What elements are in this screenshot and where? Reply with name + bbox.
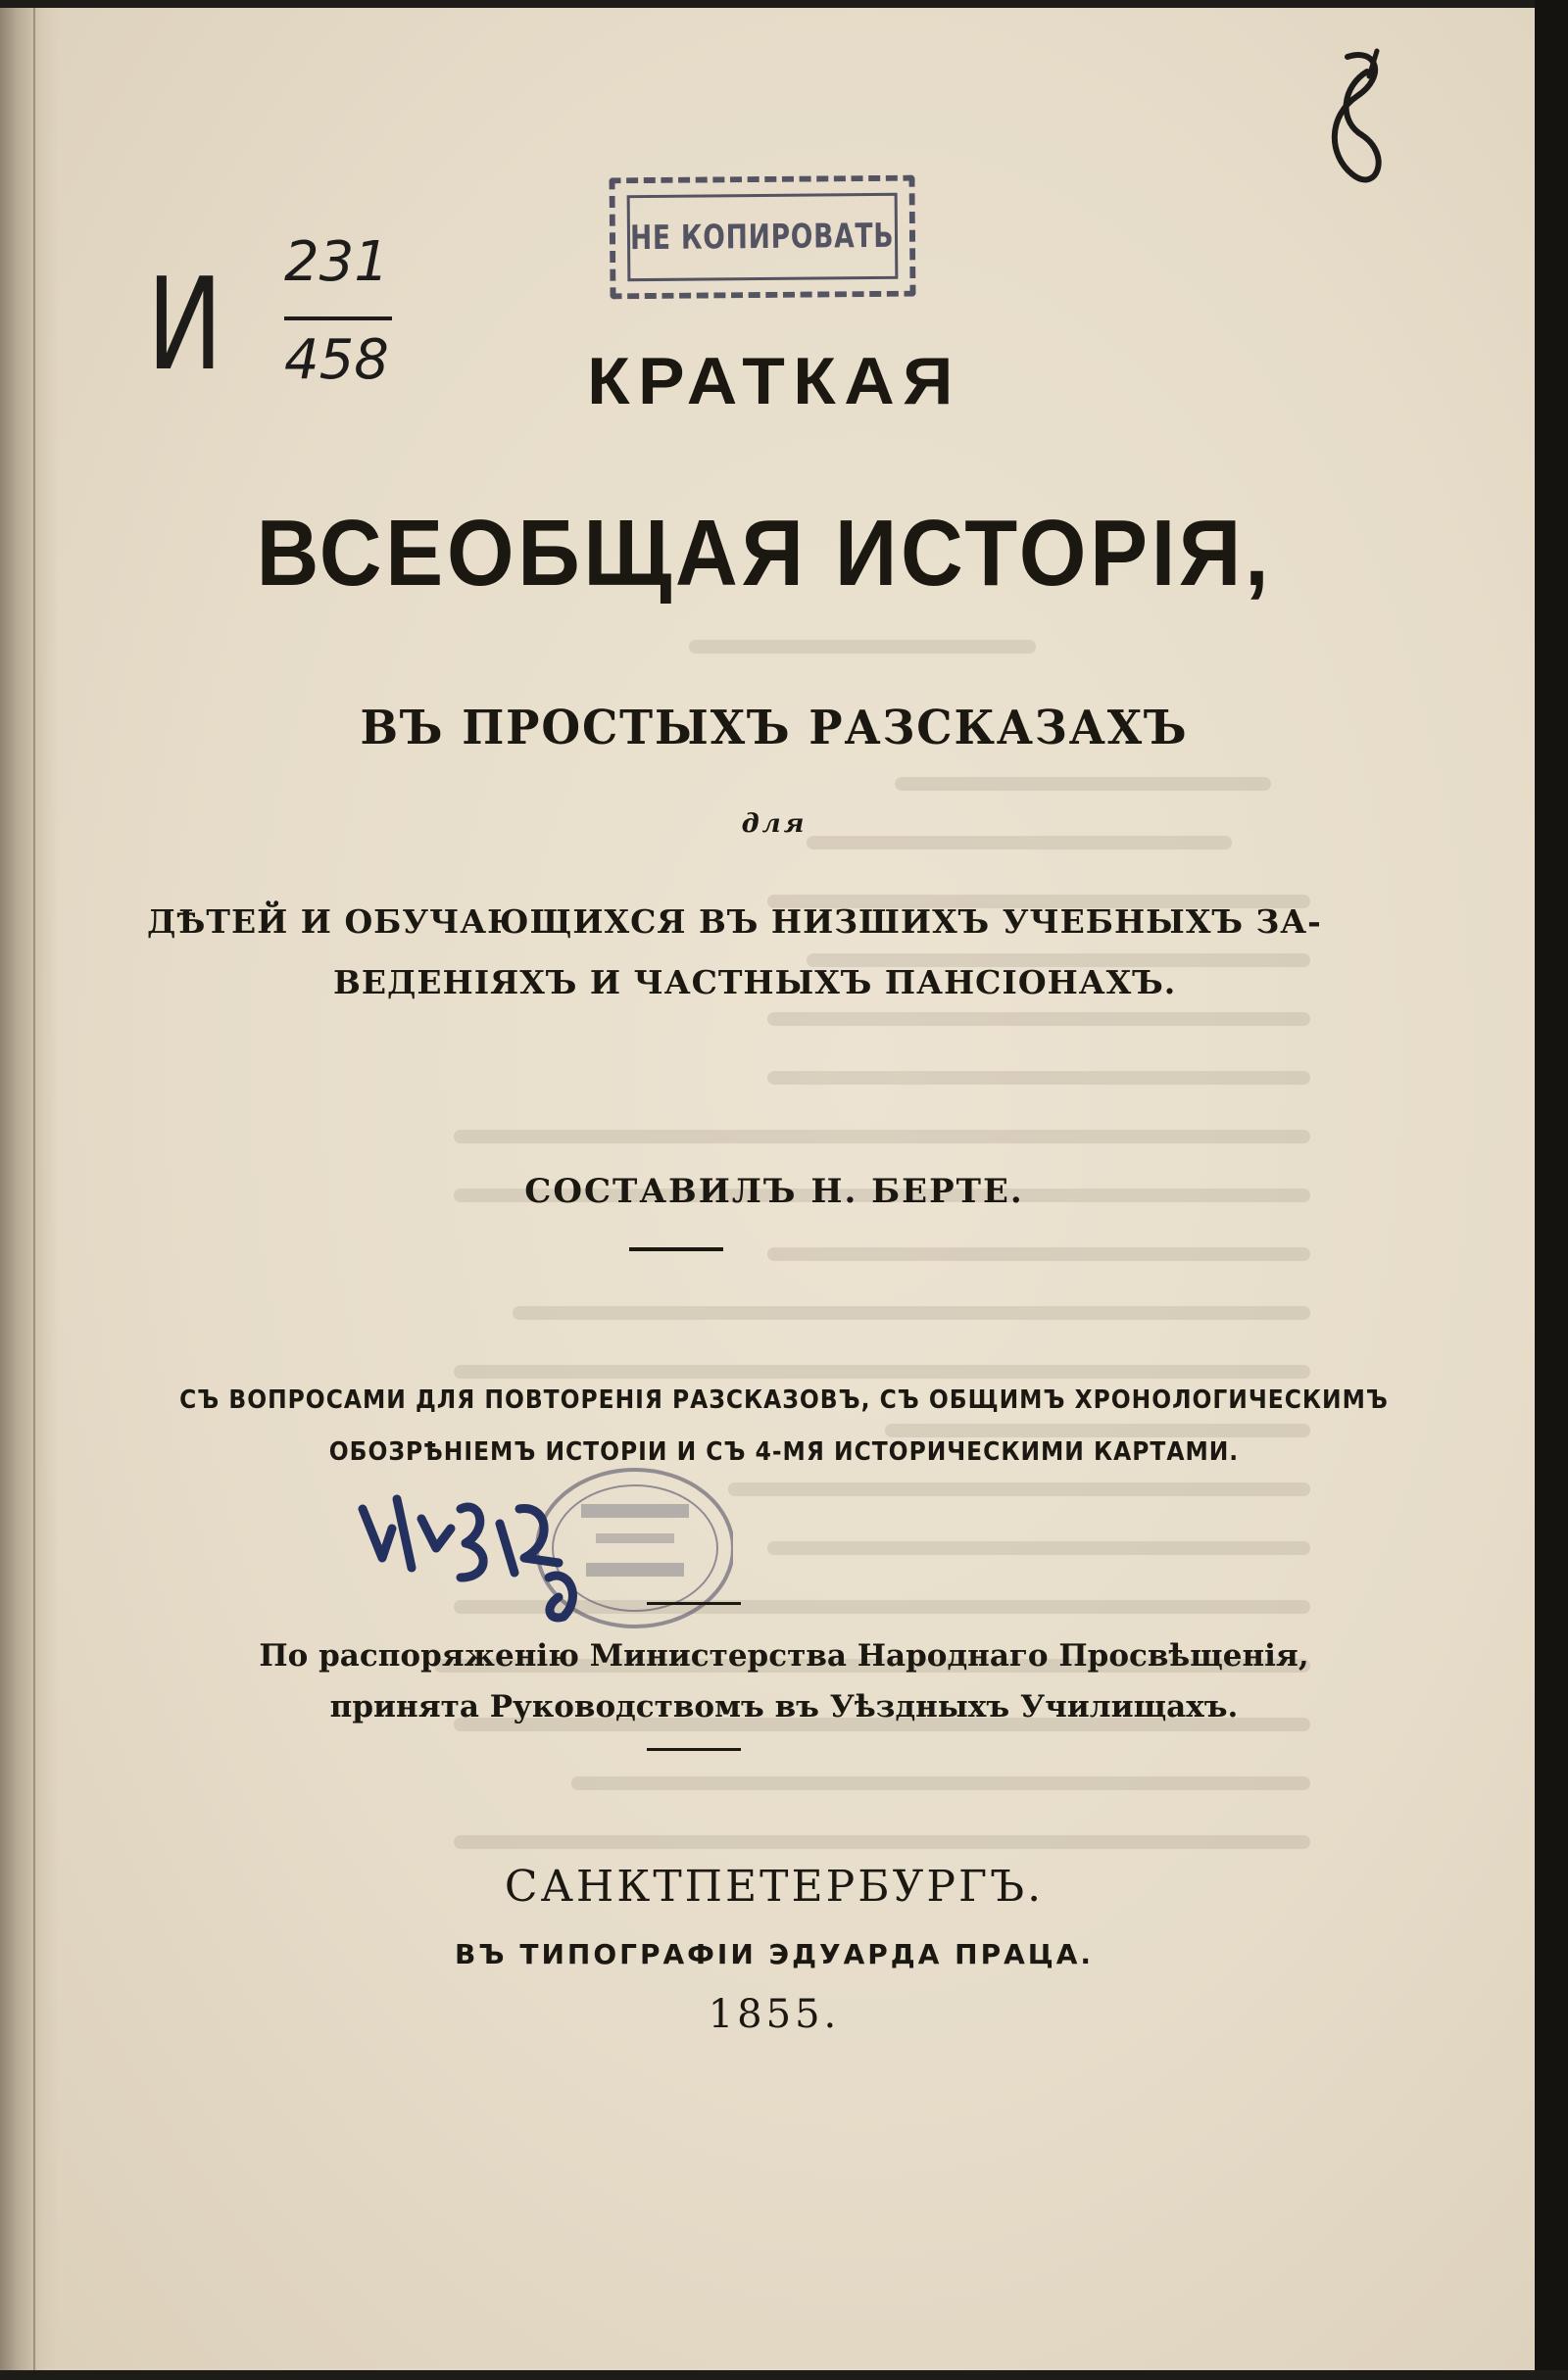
audience-line-2: ВЕДЕНІЯХЪ И ЧАСТНЫХЪ ПАНСІОНАХЪ.	[333, 963, 1177, 1001]
author: СОСТАВИЛЪ Н. БЕРТЕ.	[524, 1172, 1024, 1211]
scan-border-right	[1535, 0, 1568, 2380]
title-line-1: КРАТКАЯ	[587, 344, 961, 418]
stamp-text: НЕ КОПИРОВАТЬ	[630, 216, 895, 259]
shelf-mark-bottom: 458	[284, 328, 389, 392]
subtitle: ВЪ ПРОСТЫХЪ РАЗСКАЗАХЪ	[360, 701, 1189, 755]
divider-rule	[647, 1602, 741, 1605]
questions-line-2: ОБОЗРѢНІЕМЪ ИСТОРІИ И СЪ 4-МЯ ИСТОРИЧЕСКИМИ КАРТАМИ.	[328, 1437, 1240, 1467]
divider-rule	[647, 1748, 741, 1751]
title-line-2: ВСЕОБЩАЯ ИСТОРІЯ,	[256, 501, 1273, 606]
audience	[147, 892, 1411, 1013]
questions-line-1: СЪ ВОПРОСАМИ ДЛЯ ПОВТОРЕНІЯ РАЗСКАЗОВЪ, СЪ ОБЩИМЪ ХРОНОЛОГИЧЕСКИМЪ	[179, 1385, 1389, 1415]
imprint-printer: ВЪ ТИПОГРАФІИ ЭДУАРДА ПРАЦА.	[454, 1938, 1095, 1970]
for-label: для	[741, 809, 808, 839]
shelf-mark-letter: И	[146, 250, 223, 399]
gutter-line	[33, 0, 35, 2380]
ministry-note	[167, 1630, 1401, 1732]
ministry-line-2: принята Руководствомъ въ Уѣздныхъ Училищахъ.	[329, 1689, 1239, 1724]
imprint-city: САНКТПЕТЕРБУРГЪ.	[504, 1862, 1045, 1912]
scan-border-bottom	[0, 2370, 1568, 2380]
inventory-ink-number	[353, 1470, 588, 1627]
audience-line-1: ДѢТЕЙ И ОБУЧАЮЩИХСЯ ВЪ НИЗШИХЪ УЧЕБНЫХЪ ЗА-	[147, 902, 1322, 941]
corner-ink-mark	[1308, 47, 1396, 194]
divider-rule	[629, 1247, 723, 1251]
scan-border-top	[0, 0, 1568, 8]
questions-note	[176, 1375, 1392, 1479]
book-gutter	[0, 0, 59, 2380]
imprint-year: 1855.	[708, 1992, 841, 2037]
ministry-line-1: По распоряженію Министерства Народнаго Просвѣщенія,	[259, 1638, 1309, 1674]
shelf-mark-top: 231	[284, 230, 389, 294]
shelf-mark-fraction-line	[284, 316, 392, 320]
do-not-copy-stamp	[609, 175, 915, 300]
